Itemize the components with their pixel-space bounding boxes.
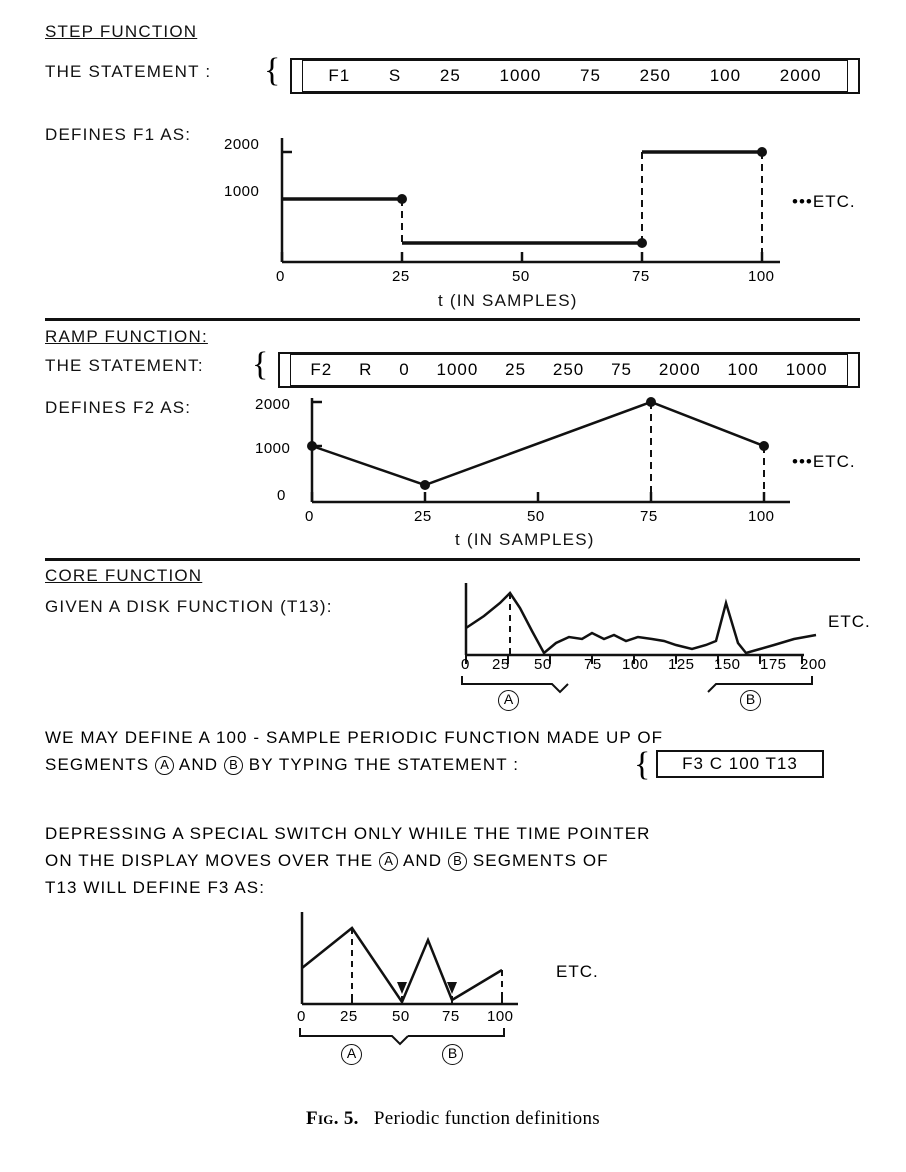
ramp-statement-label: THE STATEMENT: bbox=[45, 356, 204, 375]
core-body-line2-mid: AND bbox=[178, 755, 219, 774]
ramp-defines-label: DEFINES F2 AS: bbox=[45, 398, 192, 417]
ramp-token: 0 bbox=[399, 360, 410, 379]
f3-segment-a-marker: A bbox=[341, 1044, 362, 1065]
f3-segment-brackets bbox=[296, 1026, 526, 1046]
section-divider-2 bbox=[45, 558, 860, 561]
disk-xtick-125: 125 bbox=[668, 656, 695, 673]
figure-caption-label: Fig. 5. bbox=[306, 1108, 359, 1129]
core-statement-text: F3 C 100 T13 bbox=[682, 754, 798, 773]
disk-xtick-25: 25 bbox=[492, 656, 510, 673]
f3-etc-label: ETC. bbox=[556, 962, 599, 981]
step-token: 75 bbox=[580, 66, 601, 85]
step-token: 1000 bbox=[499, 66, 542, 85]
ramp-xaxis-label: t (IN SAMPLES) bbox=[455, 530, 595, 549]
ramp-ytick-0: 0 bbox=[277, 487, 286, 504]
step-ytick-1000: 1000 bbox=[224, 183, 260, 200]
step-xtick-50: 50 bbox=[512, 268, 530, 285]
step-ytick-2000: 2000 bbox=[224, 136, 260, 153]
step-xtick-100: 100 bbox=[748, 268, 775, 285]
step-function-plot bbox=[280, 138, 800, 268]
core-given-label: GIVEN A DISK FUNCTION (T13): bbox=[45, 597, 333, 616]
ramp-ytick-1000: 1000 bbox=[255, 440, 291, 457]
step-defines-label: DEFINES F1 AS: bbox=[45, 125, 192, 144]
step-token: 100 bbox=[709, 66, 742, 85]
ramp-token: 25 bbox=[505, 360, 527, 379]
segment-a-marker: A bbox=[498, 690, 519, 711]
disk-xtick-0: 0 bbox=[461, 656, 470, 673]
step-statement-box bbox=[290, 58, 860, 94]
ramp-etc-label: •••ETC. bbox=[792, 452, 856, 471]
segment-b-inline: B bbox=[224, 756, 243, 775]
core-result-line2-mid: AND bbox=[402, 851, 443, 870]
ramp-token: R bbox=[359, 360, 373, 379]
step-token: 250 bbox=[639, 66, 672, 85]
ramp-token: 1000 bbox=[436, 360, 479, 379]
core-body-line1: WE MAY DEFINE A 100 - SAMPLE PERIODIC FUNCTION MADE UP OF bbox=[45, 728, 664, 747]
step-xaxis-label: t (IN SAMPLES) bbox=[438, 291, 578, 310]
f3-xtick-0: 0 bbox=[297, 1008, 306, 1025]
ramp-token: 2000 bbox=[658, 360, 701, 379]
step-xtick-75: 75 bbox=[632, 268, 650, 285]
ramp-ytick-2000: 2000 bbox=[255, 396, 291, 413]
disk-xtick-75: 75 bbox=[584, 656, 602, 673]
disk-segment-brackets bbox=[460, 674, 830, 694]
ramp-xtick-50: 50 bbox=[527, 508, 545, 525]
segment-b-marker: B bbox=[740, 690, 761, 711]
ramp-token: 1000 bbox=[785, 360, 828, 379]
ramp-xtick-25: 25 bbox=[414, 508, 432, 525]
core-statement-brace: { bbox=[634, 746, 651, 783]
section-divider-1 bbox=[45, 318, 860, 321]
disk-xtick-175: 175 bbox=[760, 656, 787, 673]
core-result-line2-post: SEGMENTS OF bbox=[472, 851, 609, 870]
step-etc-label: •••ETC. bbox=[792, 192, 856, 211]
disk-xtick-100: 100 bbox=[622, 656, 649, 673]
step-token: S bbox=[388, 66, 402, 85]
step-function-heading: STEP FUNCTION bbox=[45, 22, 198, 41]
ramp-token: 100 bbox=[727, 360, 759, 379]
disk-xtick-200: 200 bbox=[800, 656, 827, 673]
f3-segment-b-marker: B bbox=[442, 1044, 463, 1065]
core-body-line2-pre: SEGMENTS bbox=[45, 755, 150, 774]
core-body-line2 bbox=[45, 753, 519, 777]
disk-function-plot bbox=[464, 583, 824, 663]
ramp-function-heading: RAMP FUNCTION: bbox=[45, 327, 208, 346]
disk-xtick-50: 50 bbox=[534, 656, 552, 673]
step-statement-brace: { bbox=[264, 52, 281, 89]
step-xtick-0: 0 bbox=[276, 268, 285, 285]
core-result-line1: DEPRESSING A SPECIAL SWITCH ONLY WHILE THE TIME POINTER bbox=[45, 824, 651, 843]
segment-b-inline-2: B bbox=[448, 852, 467, 871]
ramp-xtick-100: 100 bbox=[748, 508, 775, 525]
f3-xtick-25: 25 bbox=[340, 1008, 358, 1025]
step-token: 2000 bbox=[779, 66, 822, 85]
step-token: 25 bbox=[439, 66, 461, 85]
ramp-function-plot bbox=[310, 398, 810, 518]
segment-a-inline-2: A bbox=[379, 852, 398, 871]
core-result-line2-pre: ON THE DISPLAY MOVES OVER THE bbox=[45, 851, 374, 870]
ramp-token: 75 bbox=[611, 360, 633, 379]
ramp-xtick-0: 0 bbox=[305, 508, 314, 525]
segment-a-inline: A bbox=[155, 756, 174, 775]
figure-caption-text: Periodic function definitions bbox=[373, 1108, 600, 1129]
ramp-statement-box bbox=[278, 352, 860, 388]
step-statement-label: THE STATEMENT : bbox=[45, 62, 212, 81]
f3-xtick-75: 75 bbox=[442, 1008, 460, 1025]
ramp-xtick-75: 75 bbox=[640, 508, 658, 525]
disk-xtick-150: 150 bbox=[714, 656, 741, 673]
core-etc-label: ETC. bbox=[828, 612, 871, 631]
core-function-heading: CORE FUNCTION bbox=[45, 566, 203, 585]
step-token: F1 bbox=[328, 66, 351, 85]
core-result-line3: T13 WILL DEFINE F3 AS: bbox=[45, 878, 266, 897]
ramp-token: F2 bbox=[310, 360, 333, 379]
core-statement-box bbox=[656, 750, 824, 778]
f3-xtick-100: 100 bbox=[487, 1008, 514, 1025]
core-body-line2-post: BY TYPING THE STATEMENT : bbox=[248, 755, 520, 774]
periodic-function-F3-plot bbox=[300, 912, 530, 1017]
ramp-token: 250 bbox=[552, 360, 585, 379]
figure-caption bbox=[0, 1108, 906, 1130]
core-result-line2 bbox=[45, 849, 609, 873]
ramp-statement-brace: { bbox=[252, 346, 269, 383]
f3-xtick-50: 50 bbox=[392, 1008, 410, 1025]
step-xtick-25: 25 bbox=[392, 268, 410, 285]
